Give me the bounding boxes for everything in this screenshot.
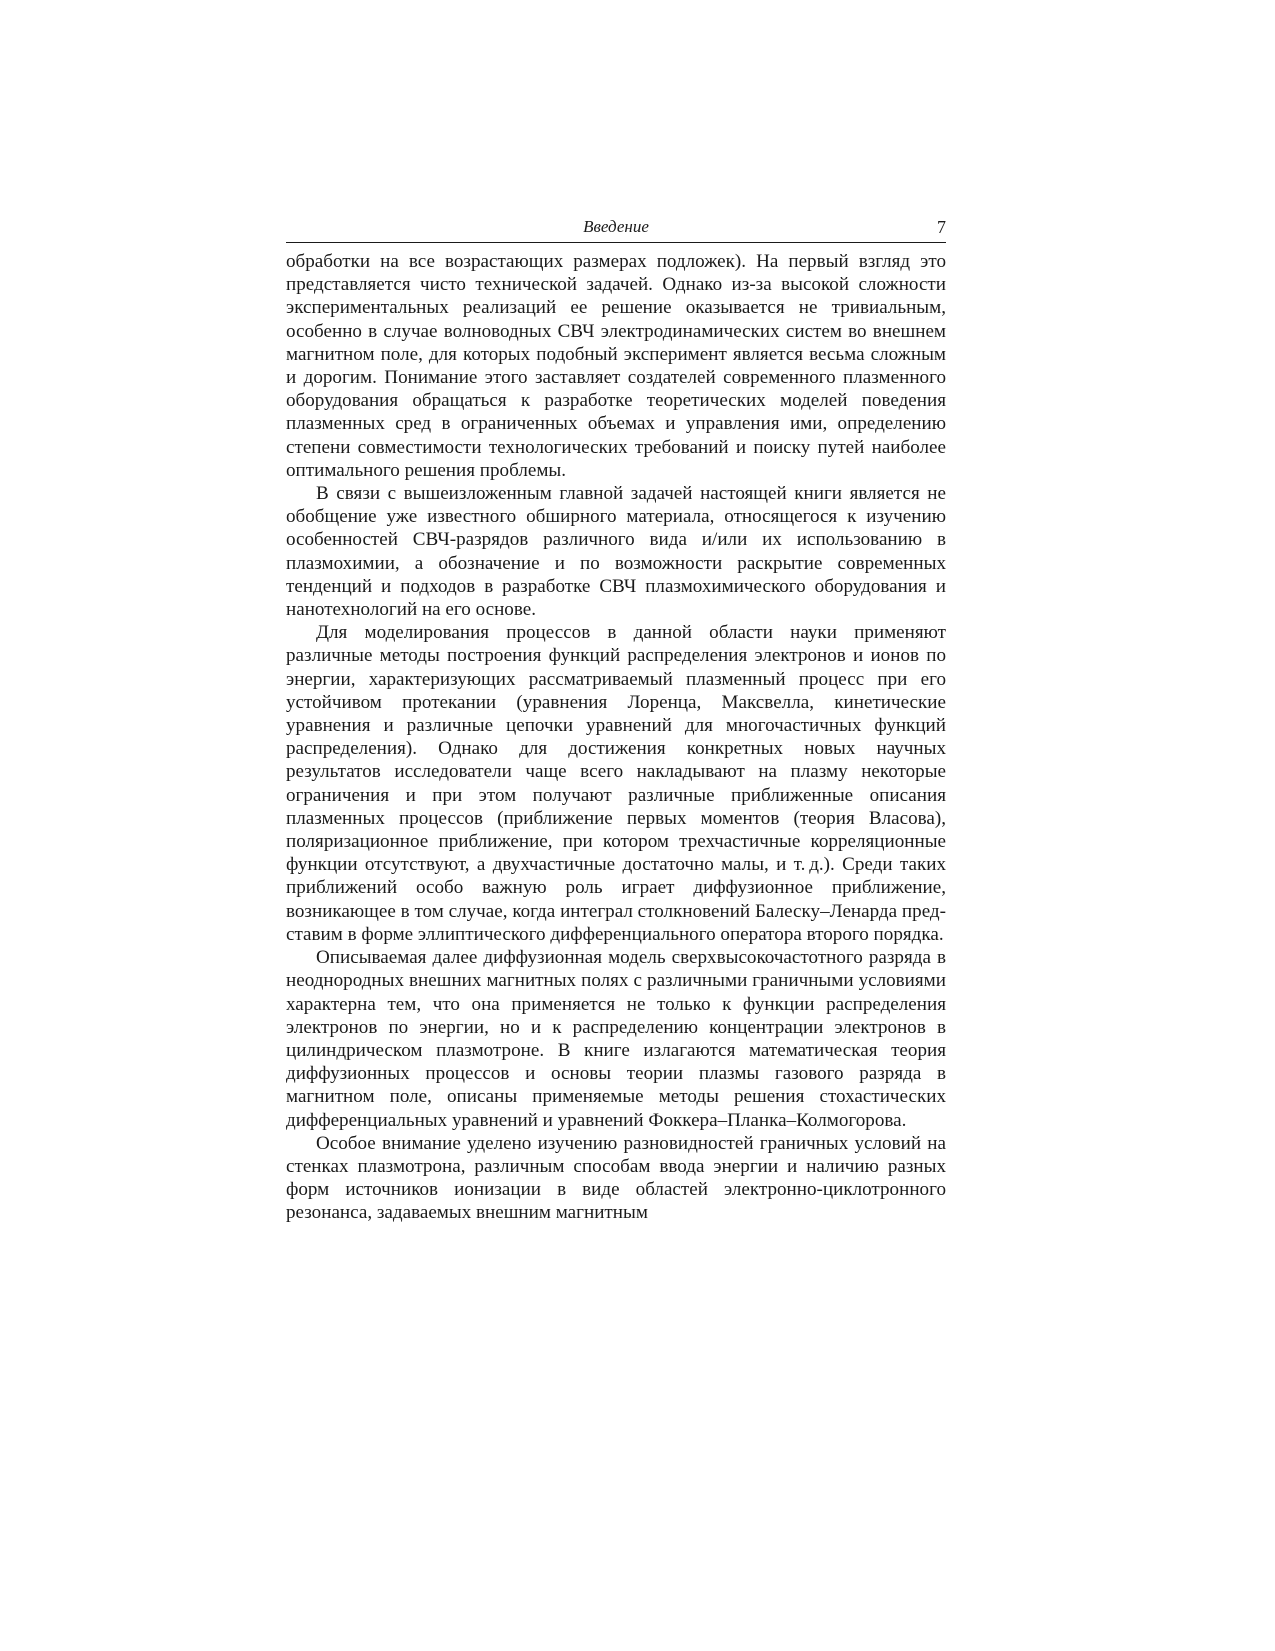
paragraph-continuation: обработки на все возрастающих размерах подложек). На первый взгляд это представляется чисто технической задачей. Однако из-за высокой сложности экспериментальных реализаций ее решение оказывается не тривиальным, особенно в случае волноводных СВЧ электродинамических систем во внешнем магнитном поле, для которых подобный эксперимент является весьма сложным и дорогим. Понимание этого заставляет создателей современного плазменного оборудования обращаться к разработке теоретических моделей поведения плазменных сред в ограниченных объемах и управления ими, определению степени совместимости технологических требований и поиску путей наиболее оптимального решения проблемы. bbox=[286, 251, 946, 481]
running-header bbox=[286, 216, 946, 243]
book-page bbox=[286, 216, 946, 1225]
paragraph: Для моделирования процессов в данной области науки применяют различные методы построения функций распределения электронов и ионов по энергии, характеризующих рассматриваемый плазменный процесс при его устойчивом протекании (уравнения Лоренца, Максвелла, кинетические уравнения и различные цепочки уравнений для многочастичных функций распределения). Однако для достижения конкретных новых научных результатов исследователи чаще всего накладывают на плазму некоторые ограничения и при этом получают различные приближенные описания плазменных процессов (приближение первых моментов (теория Власова), поляризационное приближение, при котором трехчастичные корреляционные функции отсутствуют, а двухчастичные достаточно малы, и т. д.). Среди таких приближений особо важную роль играет диффузионное приближение, возникающее в том случае, когда интеграл столкновений Балеску–Ленарда представим в форме эллиптического дифференциального оператора второго порядка. bbox=[286, 622, 946, 945]
page-number: 7 bbox=[937, 217, 946, 237]
paragraph: Особое внимание уделено изучению разновидностей граничных условий на стенках плазмотрона, различным способам ввода энергии и наличию разных форм источников ионизации в виде областей электронно-циклотронного резонанса, задаваемых внешним магнитным bbox=[286, 1132, 946, 1224]
paragraph: В связи с вышеизложенным главной задачей настоящей книги является не обобщение уже известного обширного материала, относящегося к изучению особенностей СВЧ-разрядов различного вида и/или их использованию в плазмохимии, а обозначение и по возможности раскрытие современных тенденций и подходов в разработке СВЧ плазмохимического оборудования и нанотехнологий на его основе. bbox=[286, 483, 946, 621]
body-text bbox=[286, 250, 946, 1225]
paragraph: Описываемая далее диффузионная модель сверхвысокочастотного разряда в неоднородных внешних магнитных полях с различными граничными условиями характерна тем, что она применяется не только к функции распределения электронов по энергии, но и к распределению концентрации электронов в цилиндрическом плазмотроне. В книге излагаются математическая теория диффузионных процессов и основы теории плазмы газового разряда в магнитном поле, описаны применяемые методы решения стохастических дифференциальных уравнений и уравнений Фоккера–Планка–Колмогорова. bbox=[286, 947, 946, 1131]
running-title: Введение bbox=[583, 217, 649, 236]
